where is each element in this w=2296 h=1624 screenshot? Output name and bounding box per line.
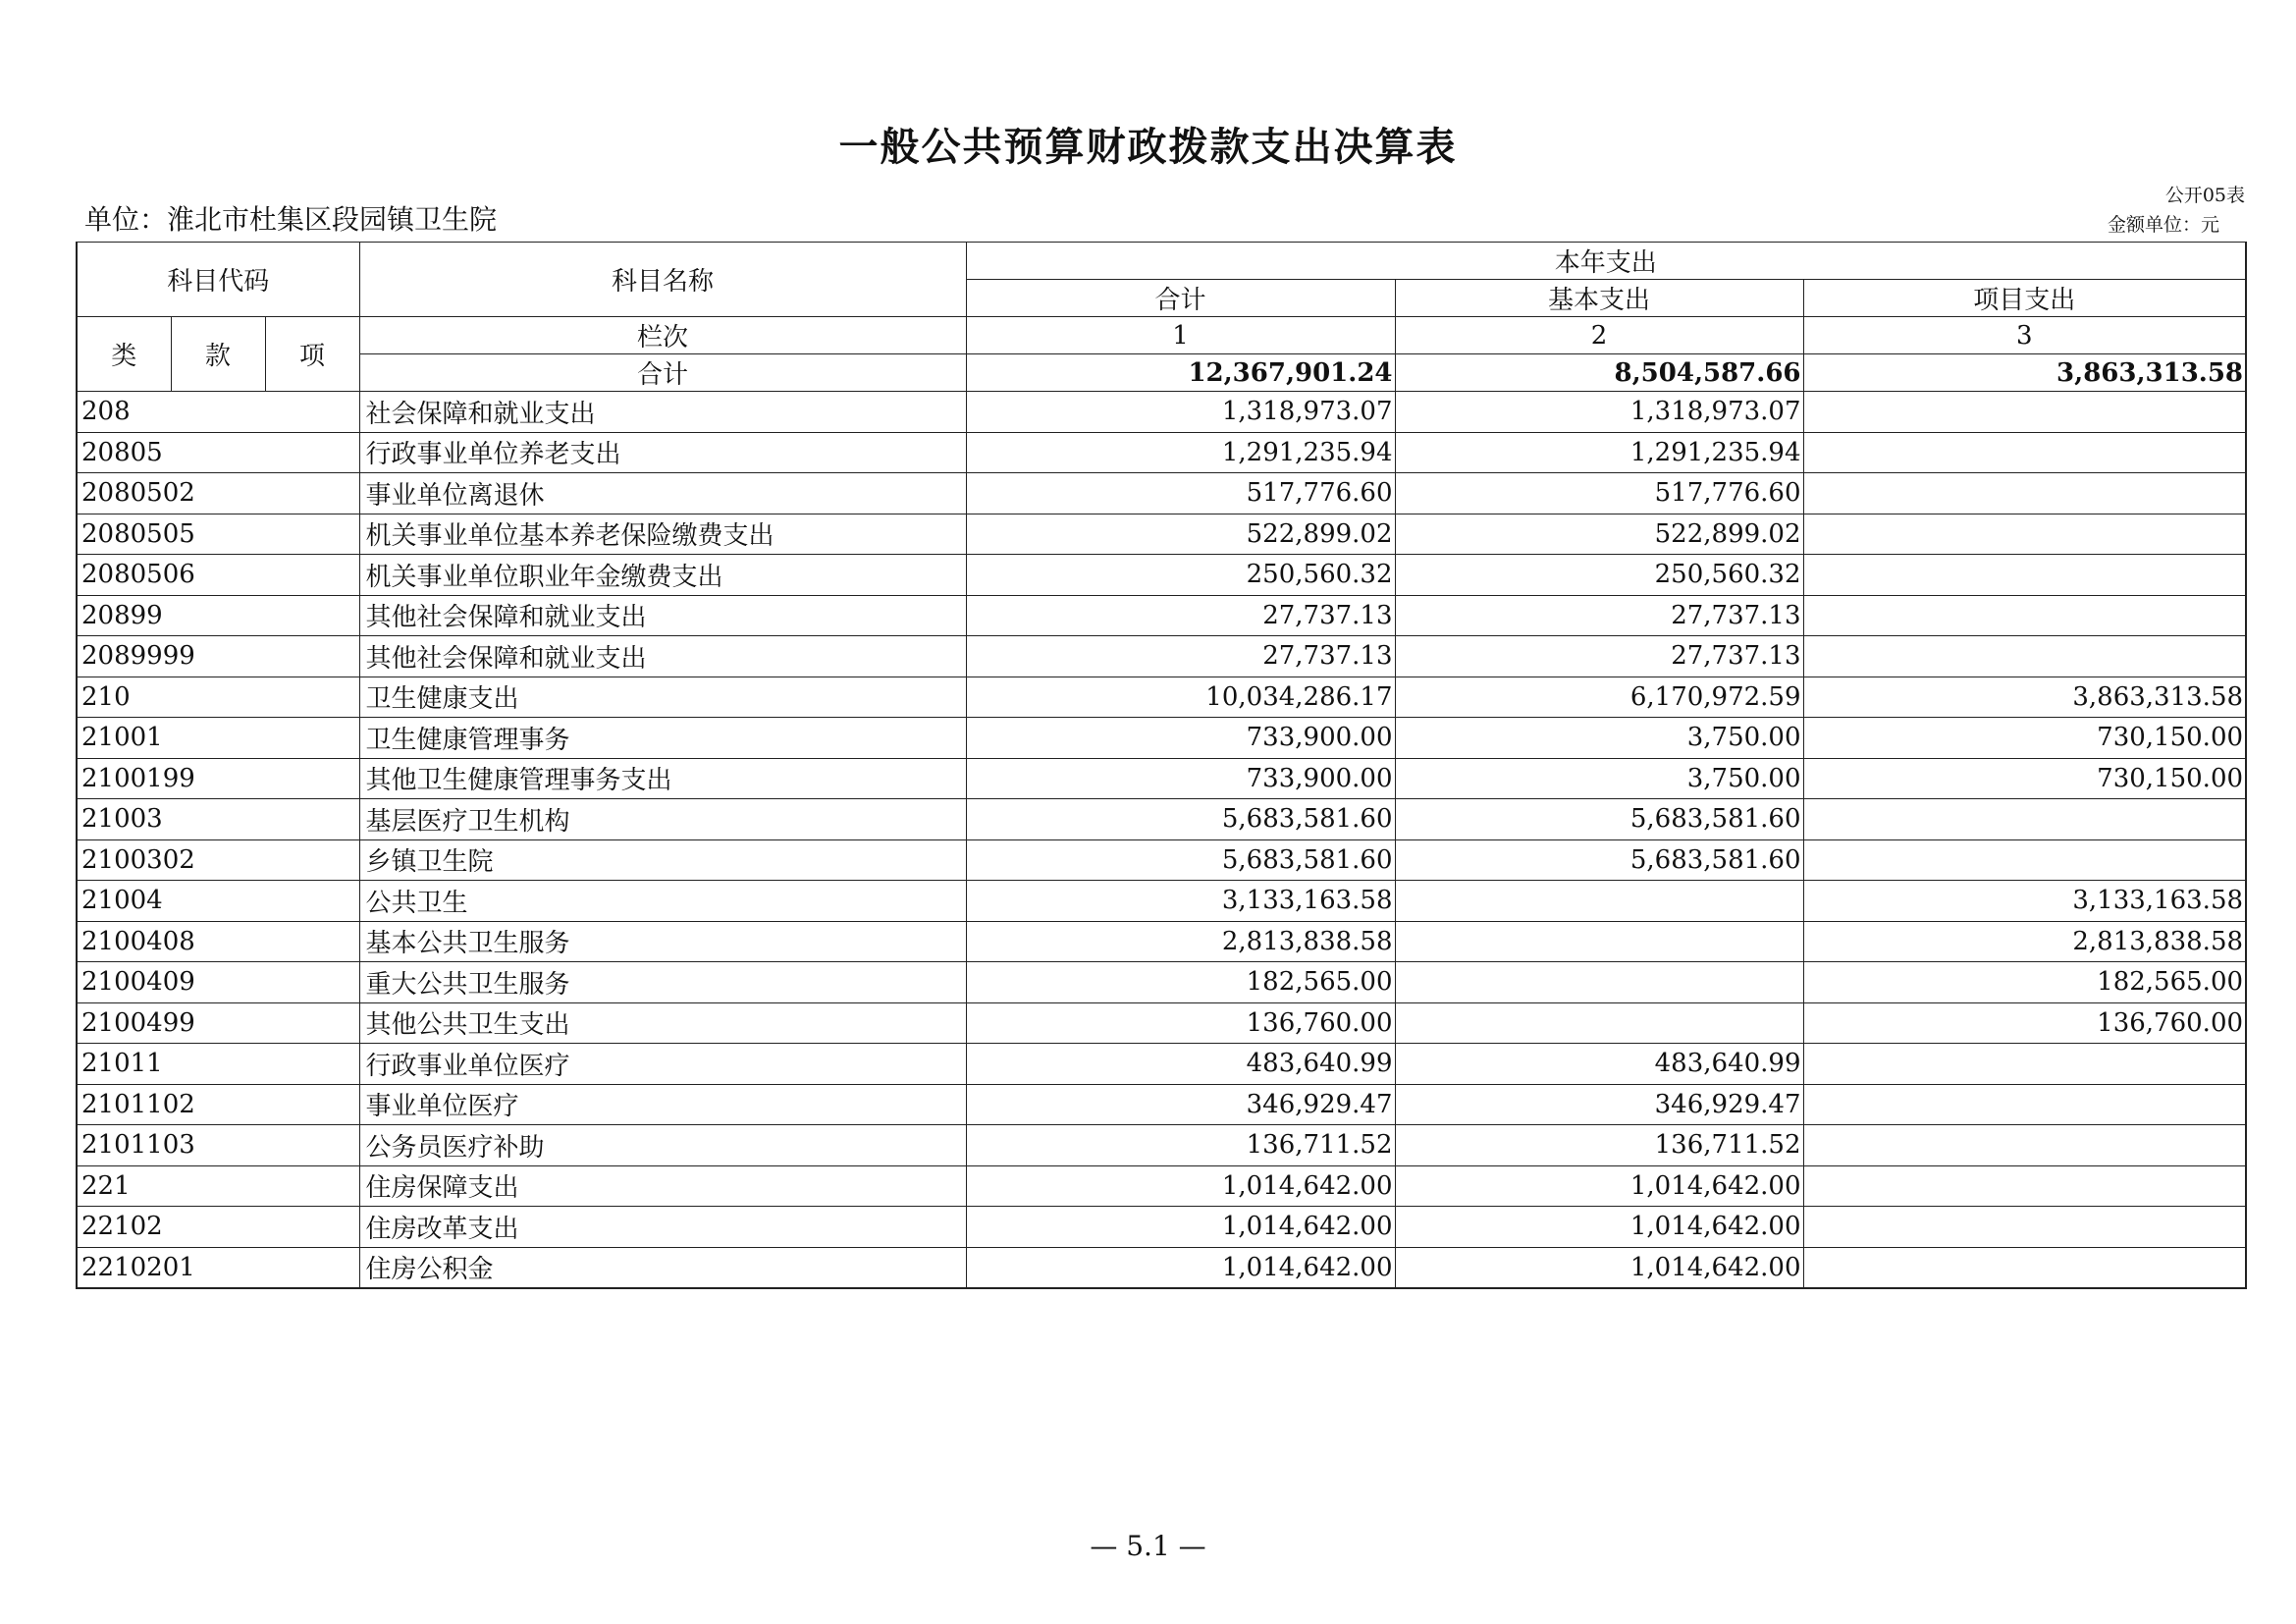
table-row bbox=[77, 636, 2246, 677]
page-number: — 5.1 — bbox=[1090, 1530, 1206, 1562]
table-row bbox=[77, 677, 2246, 718]
subject-code-cell: 2100499 bbox=[77, 1002, 359, 1044]
subject-code-cell: 20805 bbox=[77, 432, 359, 473]
table-row bbox=[77, 1002, 2246, 1044]
project-amount-cell bbox=[1803, 514, 2246, 555]
subject-name-cell: 其他公共卫生支出 bbox=[359, 1002, 966, 1044]
project-amount-cell bbox=[1803, 1247, 2246, 1288]
project-amount-cell bbox=[1803, 432, 2246, 473]
total-amount-cell: 1,014,642.00 bbox=[966, 1165, 1395, 1207]
table-body bbox=[77, 392, 2246, 1289]
page-title: 一般公共预算财政拨款支出决算表 bbox=[838, 125, 1458, 170]
table-row bbox=[77, 758, 2246, 799]
table-row bbox=[77, 962, 2246, 1003]
project-amount-cell bbox=[1803, 1084, 2246, 1125]
total-amount-cell: 27,737.13 bbox=[966, 595, 1395, 636]
subject-name-cell: 事业单位医疗 bbox=[359, 1084, 966, 1125]
basic-amount-cell: 27,737.13 bbox=[1395, 636, 1803, 677]
basic-amount-cell: 3,750.00 bbox=[1395, 718, 1803, 759]
subject-name-cell: 机关事业单位职业年金缴费支出 bbox=[359, 555, 966, 596]
total-amount-cell: 346,929.47 bbox=[966, 1084, 1395, 1125]
project-amount-cell: 136,760.00 bbox=[1803, 1002, 2246, 1044]
subject-name-cell: 行政事业单位医疗 bbox=[359, 1044, 966, 1085]
total-amount-cell: 733,900.00 bbox=[966, 718, 1395, 759]
total-amount-cell: 182,565.00 bbox=[966, 962, 1395, 1003]
project-amount-cell bbox=[1803, 595, 2246, 636]
total-amount-cell: 1,014,642.00 bbox=[966, 1247, 1395, 1288]
table-row bbox=[77, 1084, 2246, 1125]
total-amount-cell: 1,291,235.94 bbox=[966, 432, 1395, 473]
money-unit-label: 金额单位：元 bbox=[2107, 214, 2219, 236]
table-row bbox=[77, 555, 2246, 596]
subject-name-header: 科目名称 bbox=[359, 243, 966, 317]
table-row bbox=[77, 473, 2246, 514]
table-row bbox=[77, 1125, 2246, 1166]
subject-code-cell: 221 bbox=[77, 1165, 359, 1207]
grand-total-project-value: 3,863,313.58 bbox=[1803, 354, 2246, 392]
basic-amount-cell: 1,318,973.07 bbox=[1395, 392, 1803, 433]
project-amount-cell bbox=[1803, 555, 2246, 596]
basic-amount-cell: 6,170,972.59 bbox=[1395, 677, 1803, 718]
subject-name-cell: 住房改革支出 bbox=[359, 1207, 966, 1248]
column-number-label: 栏次 bbox=[359, 317, 966, 354]
basic-amount-cell: 1,291,235.94 bbox=[1395, 432, 1803, 473]
column-number-1: 1 bbox=[966, 317, 1395, 354]
subject-code-cell: 2080505 bbox=[77, 514, 359, 555]
subject-name-cell: 社会保障和就业支出 bbox=[359, 392, 966, 433]
total-amount-cell: 136,760.00 bbox=[966, 1002, 1395, 1044]
basic-amount-cell: 27,737.13 bbox=[1395, 595, 1803, 636]
project-amount-cell bbox=[1803, 799, 2246, 840]
subject-code-cell: 21001 bbox=[77, 718, 359, 759]
basic-amount-cell: 517,776.60 bbox=[1395, 473, 1803, 514]
basic-amount-cell: 1,014,642.00 bbox=[1395, 1207, 1803, 1248]
table-row bbox=[77, 514, 2246, 555]
basic-amount-cell bbox=[1395, 921, 1803, 962]
subject-code-cell: 21011 bbox=[77, 1044, 359, 1085]
subject-code-cell: 2100409 bbox=[77, 962, 359, 1003]
item-header: 项 bbox=[265, 317, 359, 392]
basic-amount-cell: 522,899.02 bbox=[1395, 514, 1803, 555]
total-amount-cell: 483,640.99 bbox=[966, 1044, 1395, 1085]
subject-name-cell: 基层医疗卫生机构 bbox=[359, 799, 966, 840]
subject-code-cell: 20899 bbox=[77, 595, 359, 636]
table-row bbox=[77, 1044, 2246, 1085]
section-header: 款 bbox=[171, 317, 265, 392]
project-amount-cell bbox=[1803, 1165, 2246, 1207]
form-code: 公开05表 bbox=[2164, 185, 2245, 206]
basic-amount-cell: 1,014,642.00 bbox=[1395, 1247, 1803, 1288]
category-header: 类 bbox=[77, 317, 171, 392]
subject-name-cell: 机关事业单位基本养老保险缴费支出 bbox=[359, 514, 966, 555]
basic-expenditure-header: 基本支出 bbox=[1395, 280, 1803, 317]
table-row bbox=[77, 881, 2246, 922]
subject-code-cell: 21003 bbox=[77, 799, 359, 840]
subject-name-cell: 重大公共卫生服务 bbox=[359, 962, 966, 1003]
basic-amount-cell: 250,560.32 bbox=[1395, 555, 1803, 596]
total-row-label: 合计 bbox=[359, 354, 966, 392]
table-row bbox=[77, 1207, 2246, 1248]
project-amount-cell bbox=[1803, 1044, 2246, 1085]
basic-amount-cell: 483,640.99 bbox=[1395, 1044, 1803, 1085]
subject-name-cell: 行政事业单位养老支出 bbox=[359, 432, 966, 473]
project-amount-cell: 3,133,163.58 bbox=[1803, 881, 2246, 922]
subject-code-cell: 208 bbox=[77, 392, 359, 433]
subject-code-cell: 2100302 bbox=[77, 839, 359, 881]
total-amount-cell: 250,560.32 bbox=[966, 555, 1395, 596]
total-amount-cell: 136,711.52 bbox=[966, 1125, 1395, 1166]
total-amount-cell: 522,899.02 bbox=[966, 514, 1395, 555]
table-row bbox=[77, 718, 2246, 759]
unit-label: 单位：淮北市杜集区段园镇卫生院 bbox=[84, 203, 498, 236]
total-amount-cell: 733,900.00 bbox=[966, 758, 1395, 799]
total-amount-cell: 5,683,581.60 bbox=[966, 799, 1395, 840]
subject-code-cell: 2101103 bbox=[77, 1125, 359, 1166]
subject-code-cell: 2080506 bbox=[77, 555, 359, 596]
total-amount-cell: 27,737.13 bbox=[966, 636, 1395, 677]
subject-code-cell: 2080502 bbox=[77, 473, 359, 514]
project-amount-cell bbox=[1803, 473, 2246, 514]
basic-amount-cell: 1,014,642.00 bbox=[1395, 1165, 1803, 1207]
total-amount-cell: 5,683,581.60 bbox=[966, 839, 1395, 881]
subject-name-cell: 其他社会保障和就业支出 bbox=[359, 595, 966, 636]
subject-code-header: 科目代码 bbox=[77, 243, 359, 317]
budget-table bbox=[76, 242, 2247, 1289]
subject-name-cell: 公务员医疗补助 bbox=[359, 1125, 966, 1166]
total-amount-cell: 517,776.60 bbox=[966, 473, 1395, 514]
grand-total-basic-value: 8,504,587.66 bbox=[1395, 354, 1803, 392]
table-row bbox=[77, 392, 2246, 433]
basic-amount-cell: 5,683,581.60 bbox=[1395, 839, 1803, 881]
subject-code-cell: 2210201 bbox=[77, 1247, 359, 1288]
subject-code-cell: 2089999 bbox=[77, 636, 359, 677]
current-year-expenditure-header: 本年支出 bbox=[966, 243, 2246, 280]
basic-amount-cell bbox=[1395, 881, 1803, 922]
grand-total-value: 12,367,901.24 bbox=[966, 354, 1395, 392]
project-amount-cell: 3,863,313.58 bbox=[1803, 677, 2246, 718]
total-amount-cell: 1,318,973.07 bbox=[966, 392, 1395, 433]
subject-name-cell: 住房保障支出 bbox=[359, 1165, 966, 1207]
project-amount-cell bbox=[1803, 839, 2246, 881]
subject-name-cell: 乡镇卫生院 bbox=[359, 839, 966, 881]
project-amount-cell: 182,565.00 bbox=[1803, 962, 2246, 1003]
basic-amount-cell: 346,929.47 bbox=[1395, 1084, 1803, 1125]
subject-name-cell: 其他社会保障和就业支出 bbox=[359, 636, 966, 677]
subject-code-cell: 22102 bbox=[77, 1207, 359, 1248]
table-row bbox=[77, 432, 2246, 473]
project-amount-cell: 730,150.00 bbox=[1803, 758, 2246, 799]
project-amount-cell bbox=[1803, 1207, 2246, 1248]
total-amount-cell: 2,813,838.58 bbox=[966, 921, 1395, 962]
subject-code-cell: 2100199 bbox=[77, 758, 359, 799]
subject-name-cell: 事业单位离退休 bbox=[359, 473, 966, 514]
basic-amount-cell: 136,711.52 bbox=[1395, 1125, 1803, 1166]
table-row bbox=[77, 1247, 2246, 1288]
basic-amount-cell: 3,750.00 bbox=[1395, 758, 1803, 799]
table-row bbox=[77, 839, 2246, 881]
subject-name-cell: 公共卫生 bbox=[359, 881, 966, 922]
subject-name-cell: 卫生健康管理事务 bbox=[359, 718, 966, 759]
subject-name-cell: 卫生健康支出 bbox=[359, 677, 966, 718]
project-amount-cell: 2,813,838.58 bbox=[1803, 921, 2246, 962]
table-row bbox=[77, 1165, 2246, 1207]
column-number-3: 3 bbox=[1803, 317, 2246, 354]
total-amount-cell: 3,133,163.58 bbox=[966, 881, 1395, 922]
project-amount-cell bbox=[1803, 636, 2246, 677]
column-number-2: 2 bbox=[1395, 317, 1803, 354]
subject-name-cell: 住房公积金 bbox=[359, 1247, 966, 1288]
project-expenditure-header: 项目支出 bbox=[1803, 280, 2246, 317]
subject-code-cell: 2101102 bbox=[77, 1084, 359, 1125]
total-amount-cell: 1,014,642.00 bbox=[966, 1207, 1395, 1248]
subject-code-cell: 210 bbox=[77, 677, 359, 718]
project-amount-cell bbox=[1803, 392, 2246, 433]
table-row bbox=[77, 799, 2246, 840]
subject-code-cell: 21004 bbox=[77, 881, 359, 922]
subject-name-cell: 基本公共卫生服务 bbox=[359, 921, 966, 962]
project-amount-cell bbox=[1803, 1125, 2246, 1166]
basic-amount-cell bbox=[1395, 962, 1803, 1003]
basic-amount-cell: 5,683,581.60 bbox=[1395, 799, 1803, 840]
subject-code-cell: 2100408 bbox=[77, 921, 359, 962]
basic-amount-cell bbox=[1395, 1002, 1803, 1044]
table-row bbox=[77, 595, 2246, 636]
project-amount-cell: 730,150.00 bbox=[1803, 718, 2246, 759]
total-column-header: 合计 bbox=[966, 280, 1395, 317]
total-amount-cell: 10,034,286.17 bbox=[966, 677, 1395, 718]
subject-name-cell: 其他卫生健康管理事务支出 bbox=[359, 758, 966, 799]
table-row bbox=[77, 921, 2246, 962]
